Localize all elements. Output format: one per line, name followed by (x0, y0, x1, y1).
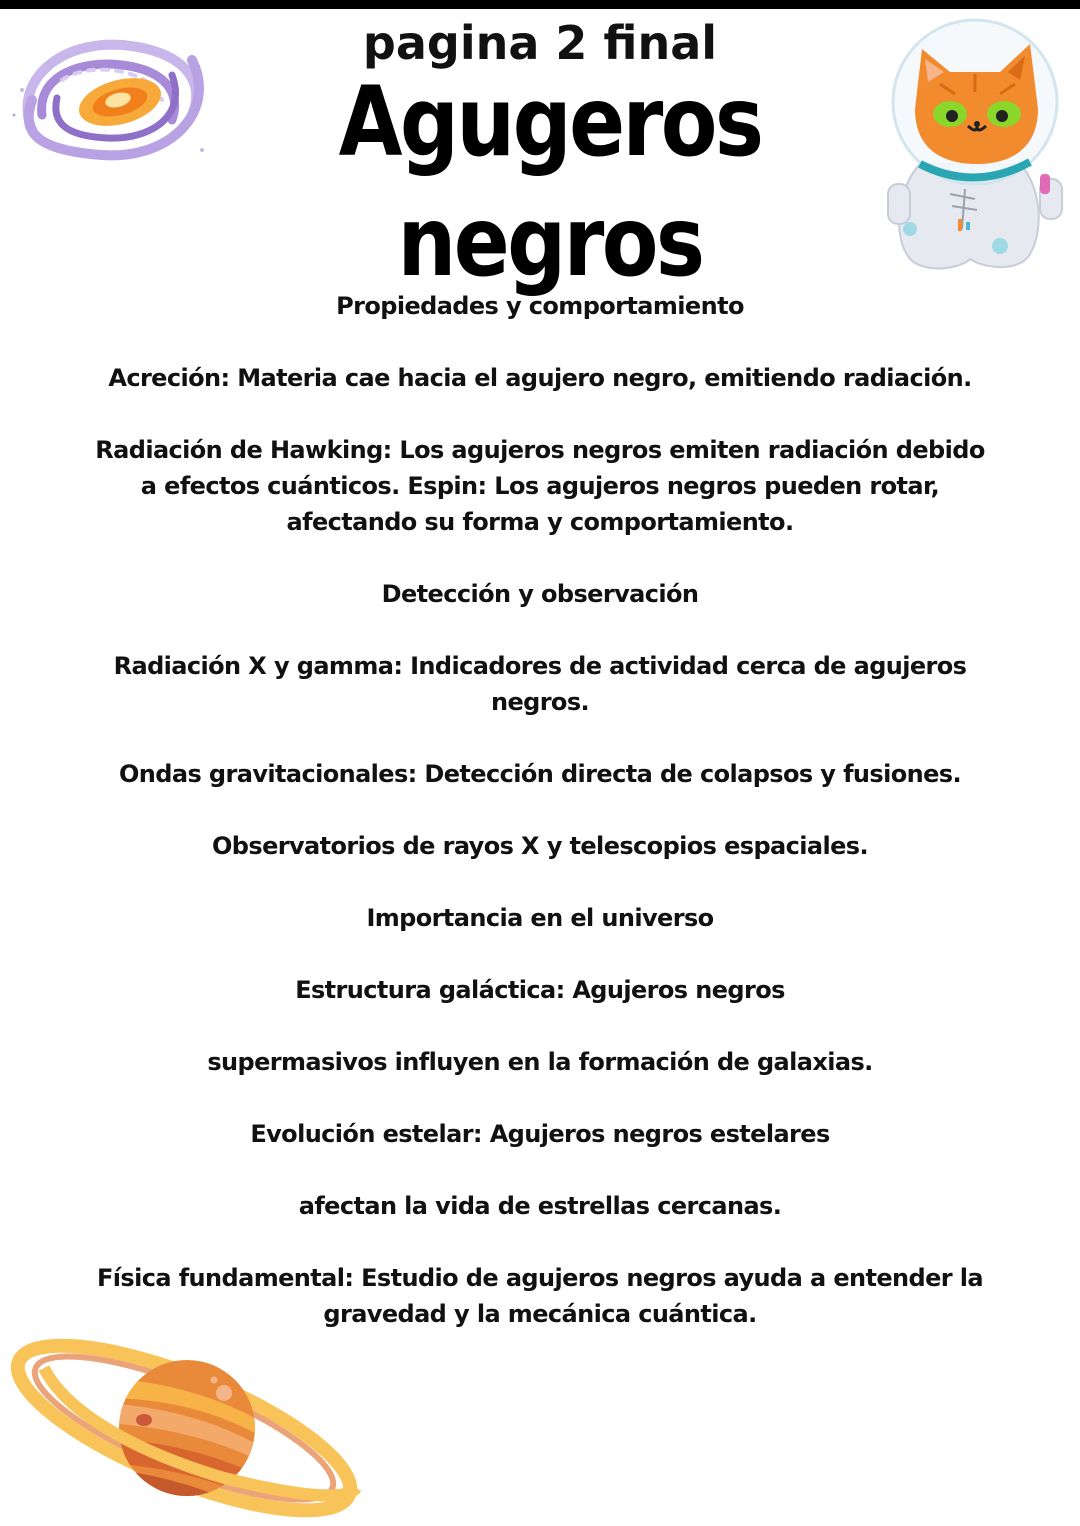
section-heading-detection: Detección y observación (381, 580, 699, 608)
paragraph-galactic-structure: Estructura galáctica: Agujeros negros (295, 976, 785, 1004)
section-heading-importance: Importancia en el universo (366, 904, 714, 932)
paragraph-nearby-stars: afectan la vida de estrellas cercanas. (298, 1192, 782, 1220)
document-body (90, 288, 990, 1368)
paragraph-observatories: Observatorios de rayos X y telescopios espaciales. (212, 832, 868, 860)
paragraph-xray-gamma: Radiación X y gamma: Indicadores de actividad cerca de agujeros negros. (113, 652, 967, 716)
paragraph-gravitational-waves: Ondas gravitacionales: Detección directa de colapsos y fusiones. (119, 760, 961, 788)
paragraph-hawking-radiation: Radiación de Hawking: Los agujeros negros emiten radiación debido a efectos cuánticos. Espin: Los agujeros negros pueden rotar, afectando su forma y comportamiento. (95, 436, 985, 536)
top-border-bar (0, 0, 1080, 9)
paragraph-accretion: Acreción: Materia cae hacia el agujero negro, emitiendo radiación. (108, 364, 972, 392)
paragraph-supermassive: supermasivos influyen en la formación de galaxias. (207, 1048, 873, 1076)
page-subtitle: pagina 2 final (362, 16, 718, 70)
astronaut-cat-icon (880, 14, 1070, 276)
saturn-planet-icon (4, 1328, 364, 1518)
paragraph-stellar-evolution: Evolución estelar: Agujeros negros estelares (250, 1120, 830, 1148)
paragraph-fundamental-physics: Física fundamental: Estudio de agujeros negros ayuda a entender la gravedad y la mecánica cuántica. (97, 1264, 983, 1328)
page-title: Agugeros negros (338, 66, 762, 298)
section-heading-properties: Propiedades y comportamiento (336, 292, 744, 320)
